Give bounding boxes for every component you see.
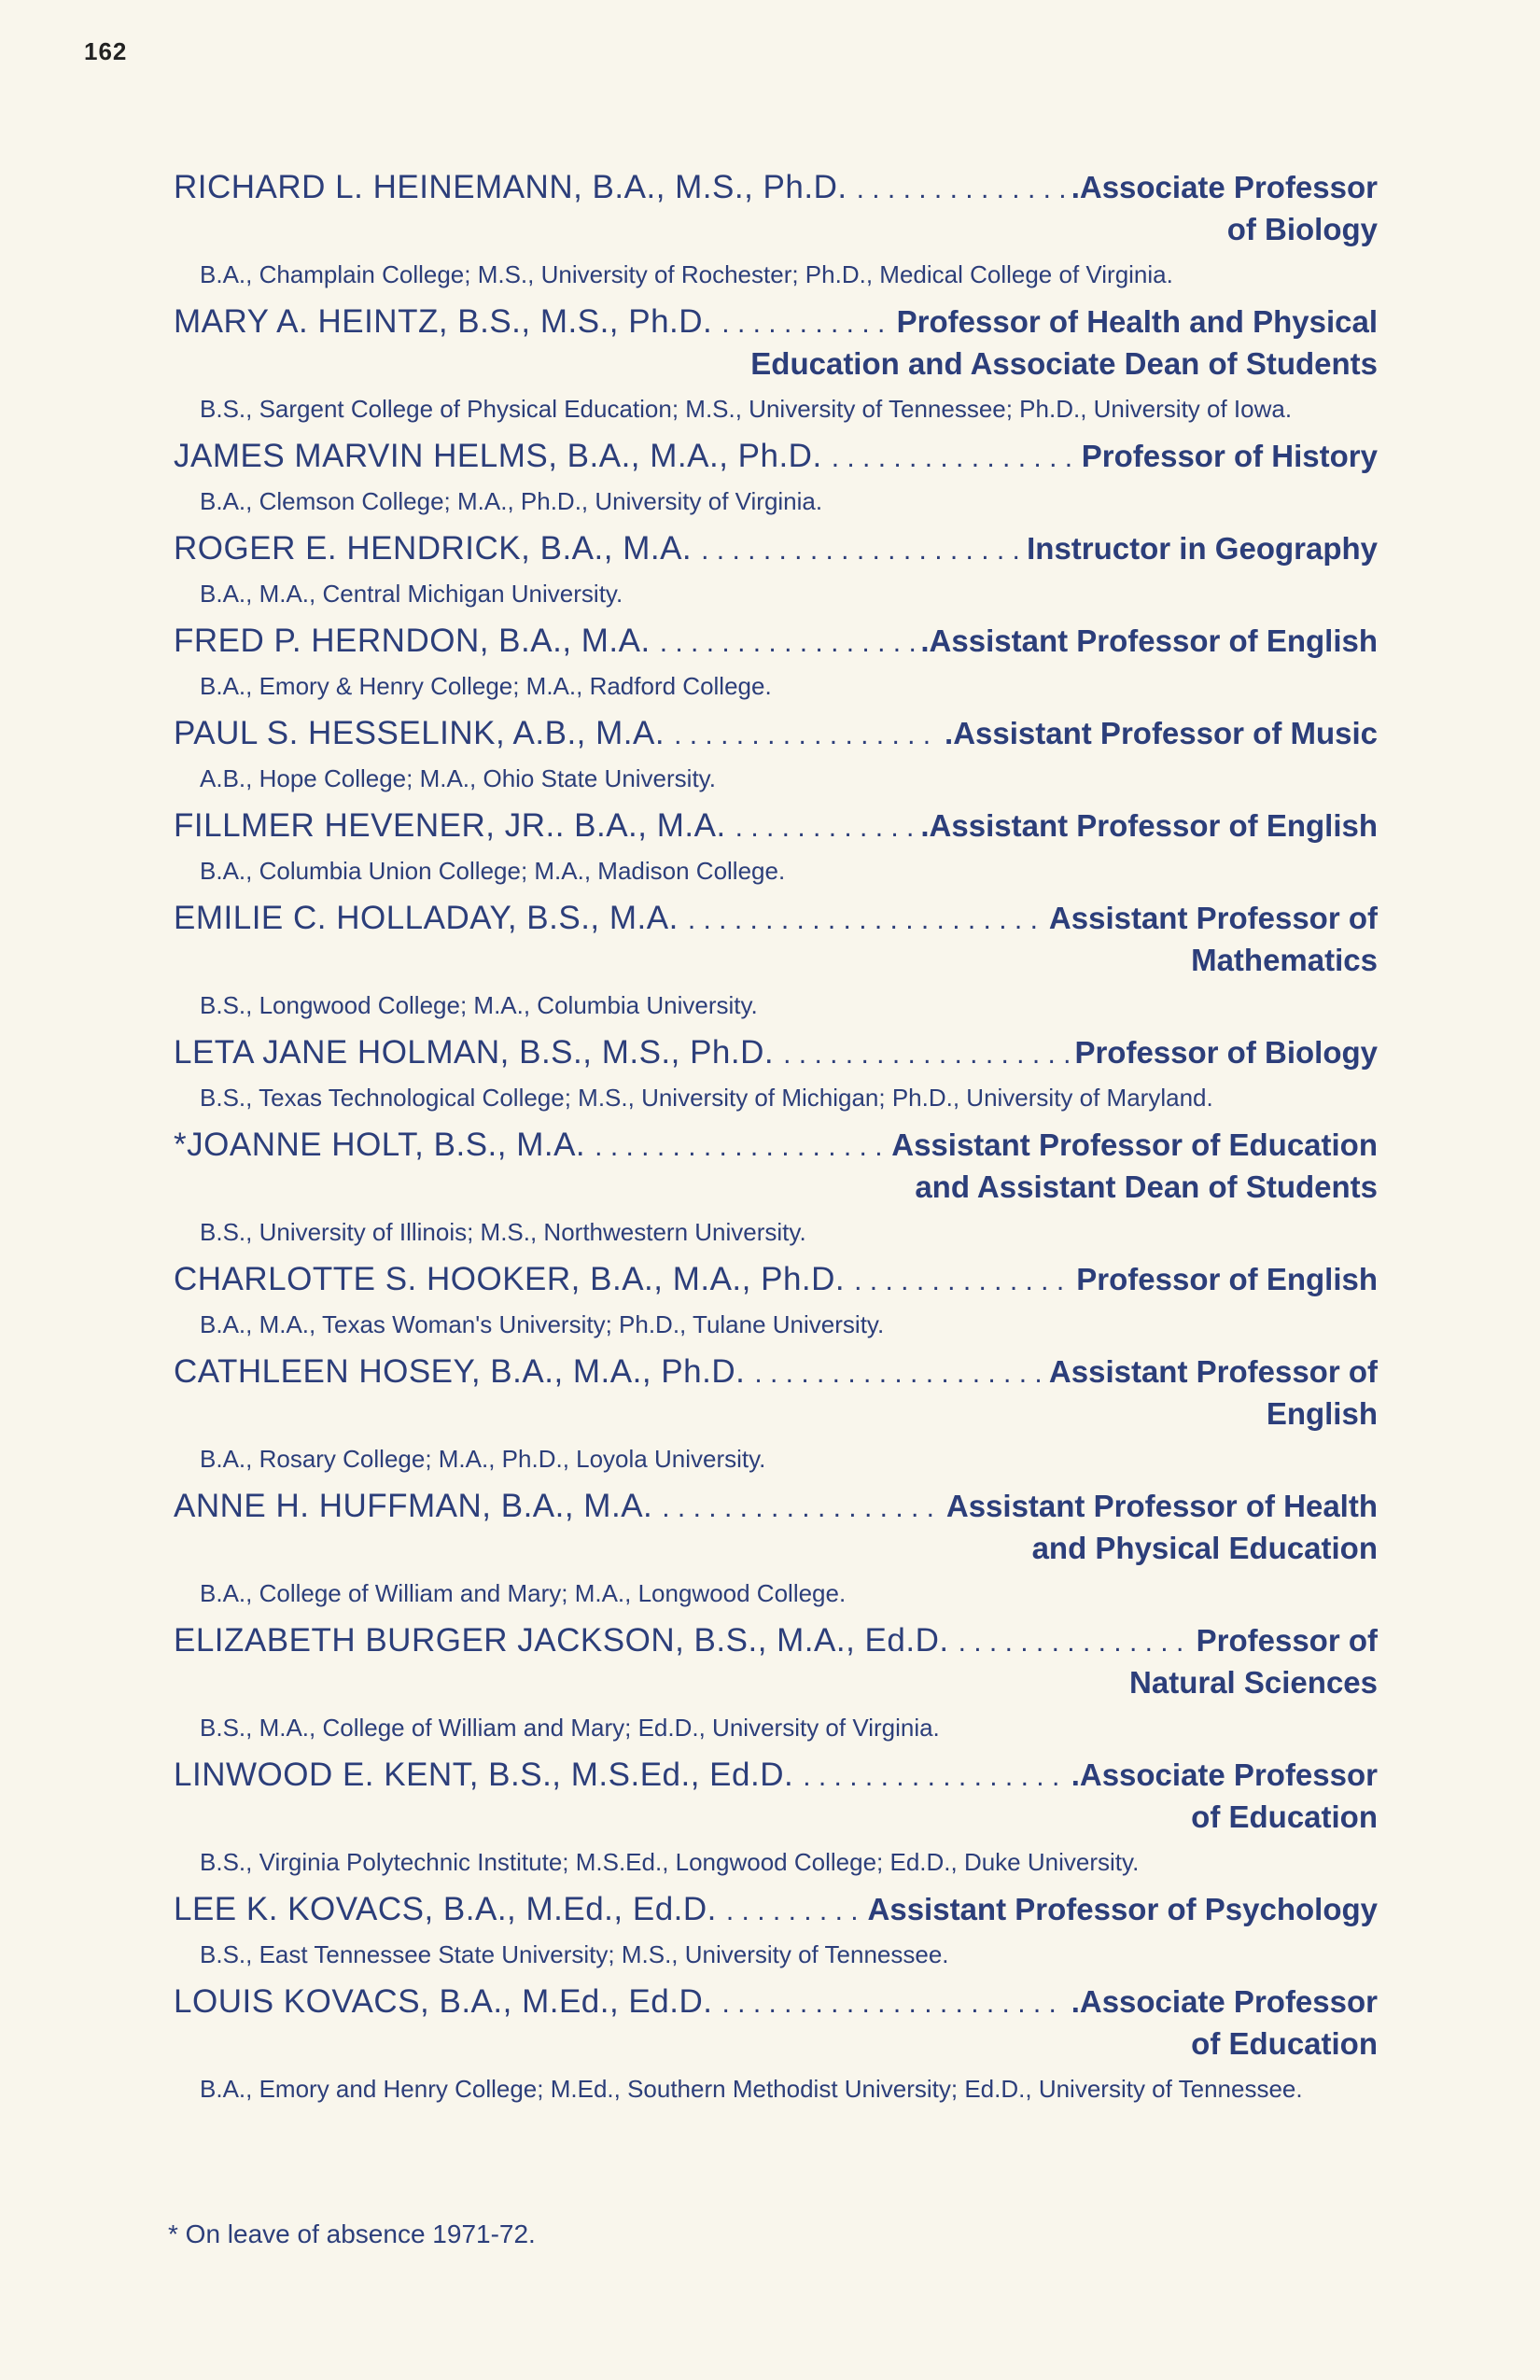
faculty-name: LEE K. KOVACS, B.A., M.Ed., Ed.D. <box>174 1891 717 1927</box>
faculty-name: *JOANNE HOLT, B.S., M.A. <box>174 1127 586 1163</box>
faculty-name: LINWOOD E. KENT, B.S., M.S.Ed., Ed.D. <box>174 1757 794 1793</box>
faculty-title: .Assistant Professor of English <box>920 808 1378 843</box>
faculty-title-continued: of Biology <box>1226 212 1378 246</box>
faculty-degrees: B.A., Clemson College; M.A., Ph.D., University of Virginia. <box>200 487 823 515</box>
dot-leader <box>674 717 939 754</box>
faculty-entry <box>174 1981 1378 2107</box>
dot-leader <box>959 1624 1191 1661</box>
faculty-title: Assistant Professor of Psychology <box>867 1892 1378 1926</box>
faculty-entry <box>174 805 1378 889</box>
faculty-entry <box>174 301 1378 427</box>
faculty-title: Professor of History <box>1081 439 1378 473</box>
faculty-name: FILLMER HEVENER, JR.. B.A., M.A. <box>174 807 726 844</box>
entry-heading <box>174 1485 1378 1527</box>
faculty-entry <box>174 1031 1378 1116</box>
faculty-entry <box>174 435 1378 520</box>
entry-heading <box>174 1124 1378 1166</box>
faculty-title: .Associate Professor <box>1071 1757 1378 1792</box>
faculty-entry <box>174 897 1378 1024</box>
faculty-title: Assistant Professor of <box>1048 901 1378 935</box>
faculty-degrees: B.A., Rosary College; M.A., Ph.D., Loyola University. <box>200 1445 766 1473</box>
dot-leader <box>721 305 890 343</box>
faculty-title: Professor of Biology <box>1074 1035 1378 1070</box>
faculty-entry <box>174 527 1378 612</box>
dot-leader <box>735 809 916 847</box>
faculty-title-continued: English <box>1266 1396 1378 1431</box>
faculty-degrees: B.A., M.A., Central Michigan University. <box>200 580 623 608</box>
faculty-degrees: B.S., East Tennessee State University; M.S., University of Tennessee. <box>200 1940 949 1968</box>
faculty-name: JAMES MARVIN HELMS, B.A., M.A., Ph.D. <box>174 438 822 474</box>
faculty-title-continued: Education and Associate Dean of Students <box>750 346 1378 381</box>
faculty-entry <box>174 1258 1378 1343</box>
faculty-name: FRED P. HERNDON, B.A., M.A. <box>174 623 651 659</box>
entry-heading <box>174 897 1378 939</box>
faculty-degrees: B.S., M.A., College of William and Mary; Ed.D., University of Virginia. <box>200 1714 940 1742</box>
entry-heading <box>174 301 1378 343</box>
dot-leader <box>783 1036 1069 1073</box>
entry-heading <box>174 805 1378 847</box>
faculty-entry <box>174 1124 1378 1251</box>
faculty-entry <box>174 1754 1378 1881</box>
faculty-title-continued: Mathematics <box>1191 943 1378 977</box>
faculty-name: MARY A. HEINTZ, B.S., M.S., Ph.D. <box>174 303 713 340</box>
dot-leader <box>660 624 916 662</box>
faculty-name: ELIZABETH BURGER JACKSON, B.S., M.A., Ed.D. <box>174 1622 949 1659</box>
faculty-name: PAUL S. HESSELINK, A.B., M.A. <box>174 715 665 751</box>
dot-leader <box>754 1355 1043 1393</box>
faculty-degrees: A.B., Hope College; M.A., Ohio State University. <box>200 764 716 792</box>
faculty-name: CHARLOTTE S. HOOKER, B.A., M.A., Ph.D. <box>174 1261 846 1297</box>
dot-leader <box>701 532 1021 569</box>
entry-heading <box>174 1351 1378 1393</box>
faculty-title: Professor of <box>1196 1623 1378 1658</box>
faculty-entry <box>174 166 1378 293</box>
entry-heading <box>174 435 1378 477</box>
faculty-degrees: B.A., College of William and Mary; M.A., Longwood College. <box>200 1579 847 1607</box>
faculty-title: Professor of English <box>1076 1262 1378 1296</box>
faculty-name: LOUIS KOVACS, B.A., M.Ed., Ed.D. <box>174 1983 713 2020</box>
footnote: * On leave of absence 1971-72. <box>168 2219 536 2248</box>
faculty-title-continued: and Assistant Dean of Students <box>915 1169 1378 1204</box>
entry-heading <box>174 166 1378 208</box>
entry-heading <box>174 1031 1378 1073</box>
faculty-title-continued: of Education <box>1191 1799 1378 1834</box>
page-number: 162 <box>84 37 128 65</box>
faculty-entry <box>174 1619 1378 1746</box>
faculty-title: Instructor in Geography <box>1027 531 1378 566</box>
faculty-title: .Assistant Professor of English <box>920 623 1378 658</box>
faculty-name: ROGER E. HENDRICK, B.A., M.A. <box>174 530 693 567</box>
faculty-entry <box>174 620 1378 705</box>
entry-heading <box>174 712 1378 754</box>
dot-leader <box>721 1985 1065 2023</box>
faculty-entry <box>174 712 1378 797</box>
faculty-list <box>174 166 1378 2115</box>
dot-leader <box>595 1128 886 1166</box>
faculty-title-continued: Natural Sciences <box>1129 1665 1378 1700</box>
entry-heading <box>174 1619 1378 1661</box>
faculty-title: .Associate Professor <box>1071 1984 1378 2019</box>
faculty-title: Assistant Professor of <box>1048 1354 1378 1389</box>
dot-leader <box>726 1893 862 1930</box>
faculty-degrees: B.S., Texas Technological College; M.S., University of Michigan; Ph.D., University of Maryland. <box>200 1084 1213 1112</box>
faculty-degrees: B.S., Longwood College; M.A., Columbia University. <box>200 991 758 1019</box>
faculty-degrees: B.A., Champlain College; M.S., University of Rochester; Ph.D., Medical College of Virginia. <box>200 260 1173 288</box>
faculty-name: RICHARD L. HEINEMANN, B.A., M.S., Ph.D. <box>174 169 847 205</box>
faculty-degrees: B.A., Columbia Union College; M.A., Madison College. <box>200 857 786 885</box>
faculty-degrees: B.S., Virginia Polytechnic Institute; M.S.Ed., Longwood College; Ed.D., Duke University. <box>200 1848 1140 1876</box>
faculty-title: Assistant Professor of Health <box>945 1489 1378 1523</box>
dot-leader <box>688 902 1043 939</box>
faculty-degrees: B.S., University of Illinois; M.S., Northwestern University. <box>200 1218 806 1246</box>
dot-leader <box>857 171 1066 208</box>
faculty-entry <box>174 1485 1378 1612</box>
faculty-degrees: B.A., Emory and Henry College; M.Ed., Southern Methodist University; Ed.D., University of Tennessee. <box>200 2075 1303 2103</box>
faculty-title-continued: of Education <box>1191 2026 1378 2061</box>
faculty-entry <box>174 1888 1378 1973</box>
faculty-title-continued: and Physical Education <box>1031 1531 1378 1565</box>
entry-heading <box>174 620 1378 662</box>
entry-heading <box>174 527 1378 569</box>
faculty-degrees: B.A., Emory & Henry College; M.A., Radford College. <box>200 672 772 700</box>
dot-leader <box>832 440 1076 477</box>
faculty-title: Professor of Health and Physical <box>896 304 1378 339</box>
dot-leader <box>662 1490 941 1527</box>
faculty-name: EMILIE C. HOLLADAY, B.S., M.A. <box>174 900 679 936</box>
faculty-entry <box>174 1351 1378 1477</box>
faculty-name: CATHLEEN HOSEY, B.A., M.A., Ph.D. <box>174 1353 746 1390</box>
entry-heading <box>174 1754 1378 1796</box>
faculty-title: Assistant Professor of Education <box>891 1127 1378 1162</box>
faculty-degrees: B.A., M.A., Texas Woman's University; Ph.D., Tulane University. <box>200 1310 885 1338</box>
entry-heading <box>174 1981 1378 2023</box>
faculty-name: LETA JANE HOLMAN, B.S., M.S., Ph.D. <box>174 1034 775 1071</box>
entry-heading <box>174 1258 1378 1300</box>
dot-leader <box>803 1758 1065 1796</box>
dot-leader <box>854 1263 1071 1300</box>
faculty-name: ANNE H. HUFFMAN, B.A., M.A. <box>174 1488 653 1524</box>
faculty-degrees: B.S., Sargent College of Physical Education; M.S., University of Tennessee; Ph.D., University of Iowa. <box>200 395 1293 423</box>
faculty-title: .Assistant Professor of Music <box>945 716 1378 750</box>
faculty-title: .Associate Professor <box>1071 170 1378 204</box>
entry-heading <box>174 1888 1378 1930</box>
